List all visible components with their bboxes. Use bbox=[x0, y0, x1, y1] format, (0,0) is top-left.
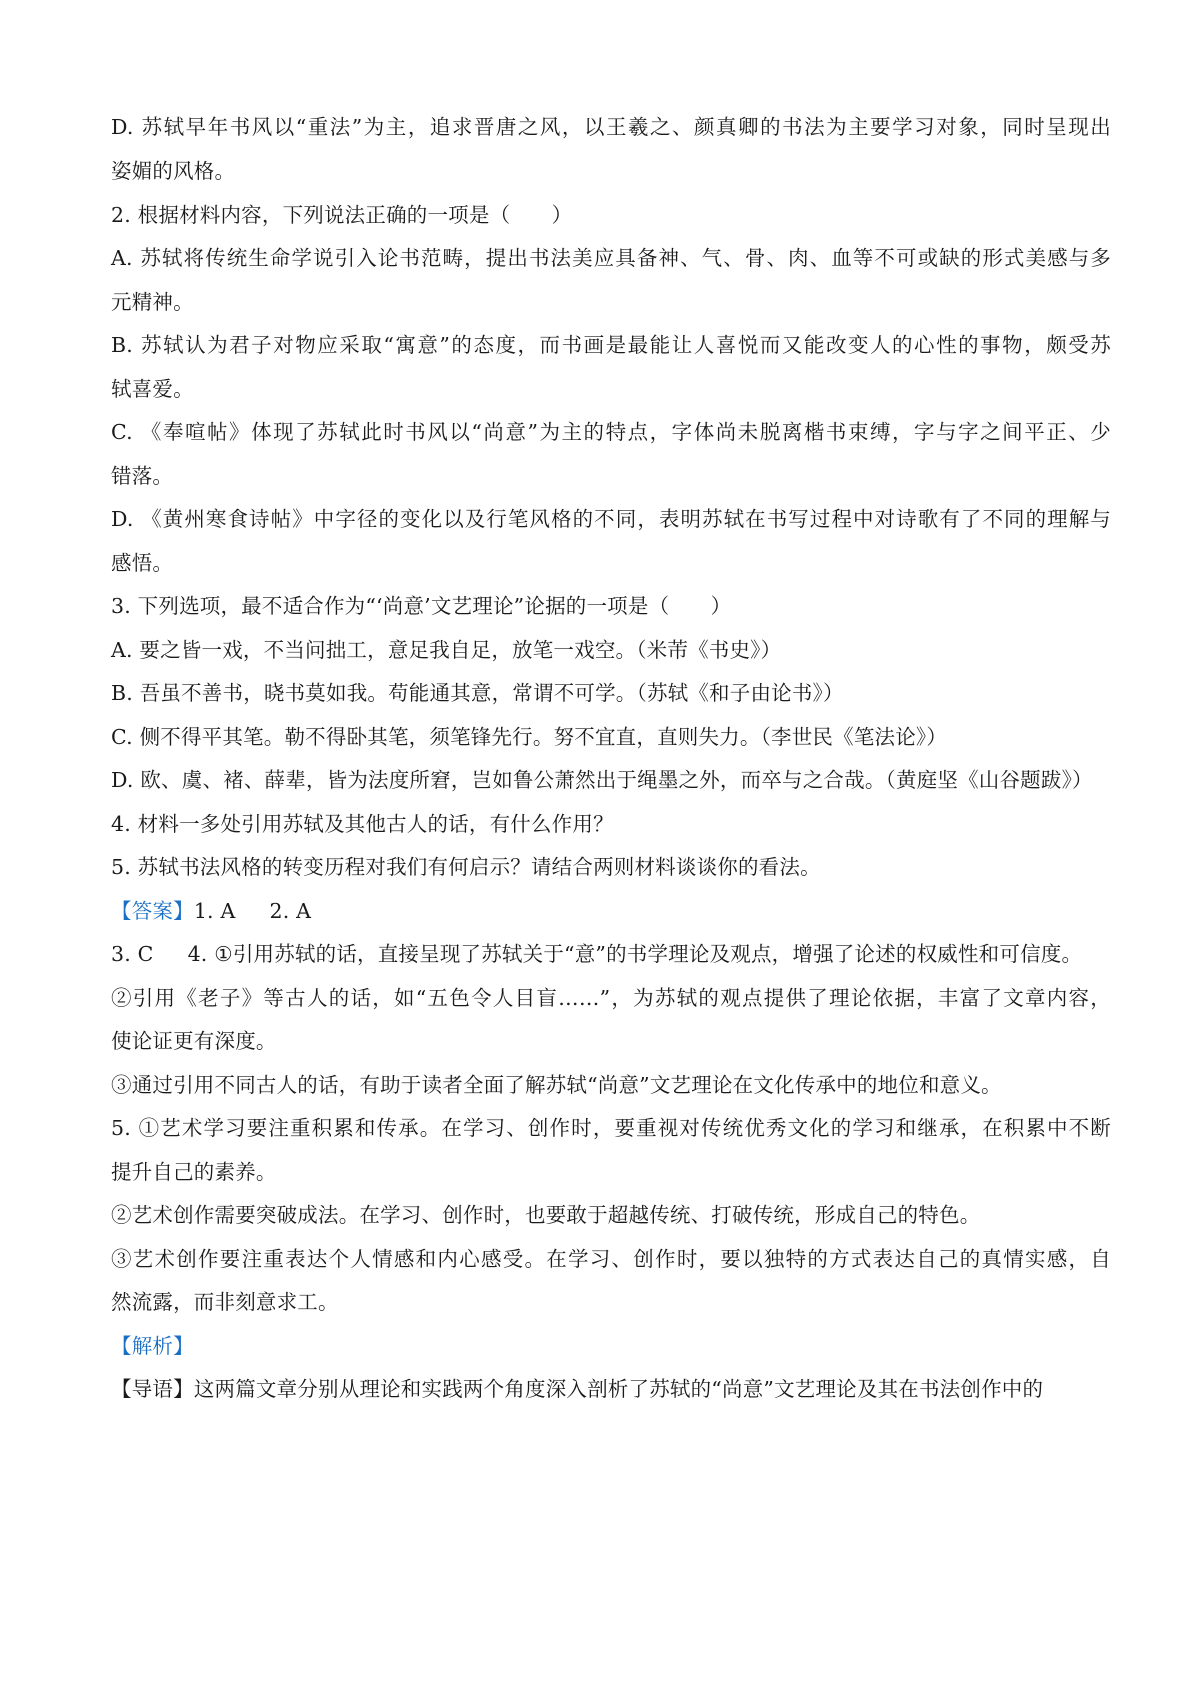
answer-5-line3: ②艺术创作需要突破成法。在学习、创作时，也要敢于超越传统、打破传统，形成自己的特色。 bbox=[111, 1203, 981, 1227]
q3-option-d: D. 欧、虞、褚、薛辈，皆为法度所窘，岂如鲁公萧然出于绳墨之外，而卒与之合哉。（黄庭坚《山谷题跋》） bbox=[111, 768, 1093, 792]
answer-4-line2: ②引用《老子》等古人的话，如“五色令人目盲……”，为苏轼的观点提供了理论依据，丰富了文章内容， bbox=[111, 986, 1111, 1010]
q2-option-b-line1: B. 苏轼认为君子对物应采取“寓意”的态度，而书画是最能让人喜悦而又能改变人的心性的事物，颇受苏 bbox=[111, 333, 1111, 357]
answer-5-line2: 提升自己的素养。 bbox=[111, 1160, 277, 1184]
answer-4-line4: ③通过引用不同古人的话，有助于读者全面了解苏轼“尚意”文艺理论在文化传承中的地位和意义。 bbox=[111, 1073, 1002, 1097]
q2-option-c-line2: 错落。 bbox=[111, 464, 174, 488]
q2-option-b-line2: 轼喜爱。 bbox=[111, 377, 194, 401]
q3-option-c: C. 侧不得平其笔。勒不得卧其笔，须笔锋先行。努不宜直，直则失力。（李世民《笔法论》） bbox=[111, 725, 948, 749]
answer-4-line3: 使论证更有深度。 bbox=[111, 1029, 277, 1053]
answer-2: 2. A bbox=[269, 899, 312, 923]
q2-option-a-line2: 元精神。 bbox=[111, 290, 194, 314]
answer-label: 【答案】 bbox=[111, 899, 194, 923]
answer-row-1 bbox=[111, 896, 1111, 926]
answer-row-2 bbox=[111, 939, 1111, 969]
answer-4-line1: 4. ①引用苏轼的话，直接呈现了苏轼关于“意”的书学理论及观点，增强了论述的权威性和可信度。 bbox=[187, 942, 1083, 966]
answer-1: 1. A bbox=[193, 899, 236, 923]
analysis-intro-label: 【导语】 bbox=[111, 1377, 194, 1401]
analysis-intro-text: 这两篇文章分别从理论和实践两个角度深入剖析了苏轼的“尚意”文艺理论及其在书法创作中的 bbox=[193, 1377, 1044, 1401]
analysis-intro bbox=[111, 1374, 1111, 1404]
q2-option-d-line1: D. 《黄州寒食诗帖》中字径的变化以及行笔风格的不同，表明苏轼在书写过程中对诗歌有了不同的理解与 bbox=[111, 507, 1111, 531]
q1-option-d-line2: 姿媚的风格。 bbox=[111, 159, 236, 183]
answer-5-line5: 然流露，而非刻意求工。 bbox=[111, 1290, 339, 1314]
q5-stem: 5. 苏轼书法风格的转变历程对我们有何启示？请结合两则材料谈谈你的看法。 bbox=[111, 855, 821, 879]
q2-option-d-line2: 感悟。 bbox=[111, 551, 174, 575]
q3-option-a: A. 要之皆一戏，不当问拙工，意足我自足，放笔一戏空。（米芾《书史》） bbox=[111, 638, 782, 662]
q3-stem: 3. 下列选项，最不适合作为“‘尚意’文艺理论”论据的一项是（ ） bbox=[111, 594, 732, 618]
answer-5-line4: ③艺术创作要注重表达个人情感和内心感受。在学习、创作时，要以独特的方式表达自己的真情实感，自 bbox=[111, 1247, 1111, 1271]
answer-5-line1: 5. ①艺术学习要注重积累和传承。在学习、创作时，要重视对传统优秀文化的学习和继承，在积累中不断 bbox=[111, 1116, 1111, 1140]
q2-option-c-line1: C. 《奉喧帖》体现了苏轼此时书风以“尚意”为主的特点，字体尚未脱离楷书束缚，字与字之间平正、少 bbox=[111, 420, 1111, 444]
answer-3: 3. C bbox=[111, 942, 154, 966]
q2-option-a-line1: A. 苏轼将传统生命学说引入论书范畴，提出书法美应具备神、气、骨、肉、血等不可或缺的形式美感与多 bbox=[111, 246, 1111, 270]
analysis-label: 【解析】 bbox=[111, 1334, 194, 1358]
q3-option-b: B. 吾虽不善书，晓书莫如我。苟能通其意，常谓不可学。（苏轼《和子由论书》） bbox=[111, 681, 844, 705]
q1-option-d-line1: D. 苏轼早年书风以“重法”为主，追求晋唐之风，以王羲之、颜真卿的书法为主要学习对象，同时呈现出 bbox=[111, 115, 1111, 139]
q4-stem: 4. 材料一多处引用苏轼及其他古人的话，有什么作用？ bbox=[111, 812, 614, 836]
q2-stem: 2. 根据材料内容，下列说法正确的一项是（ ） bbox=[111, 203, 573, 227]
